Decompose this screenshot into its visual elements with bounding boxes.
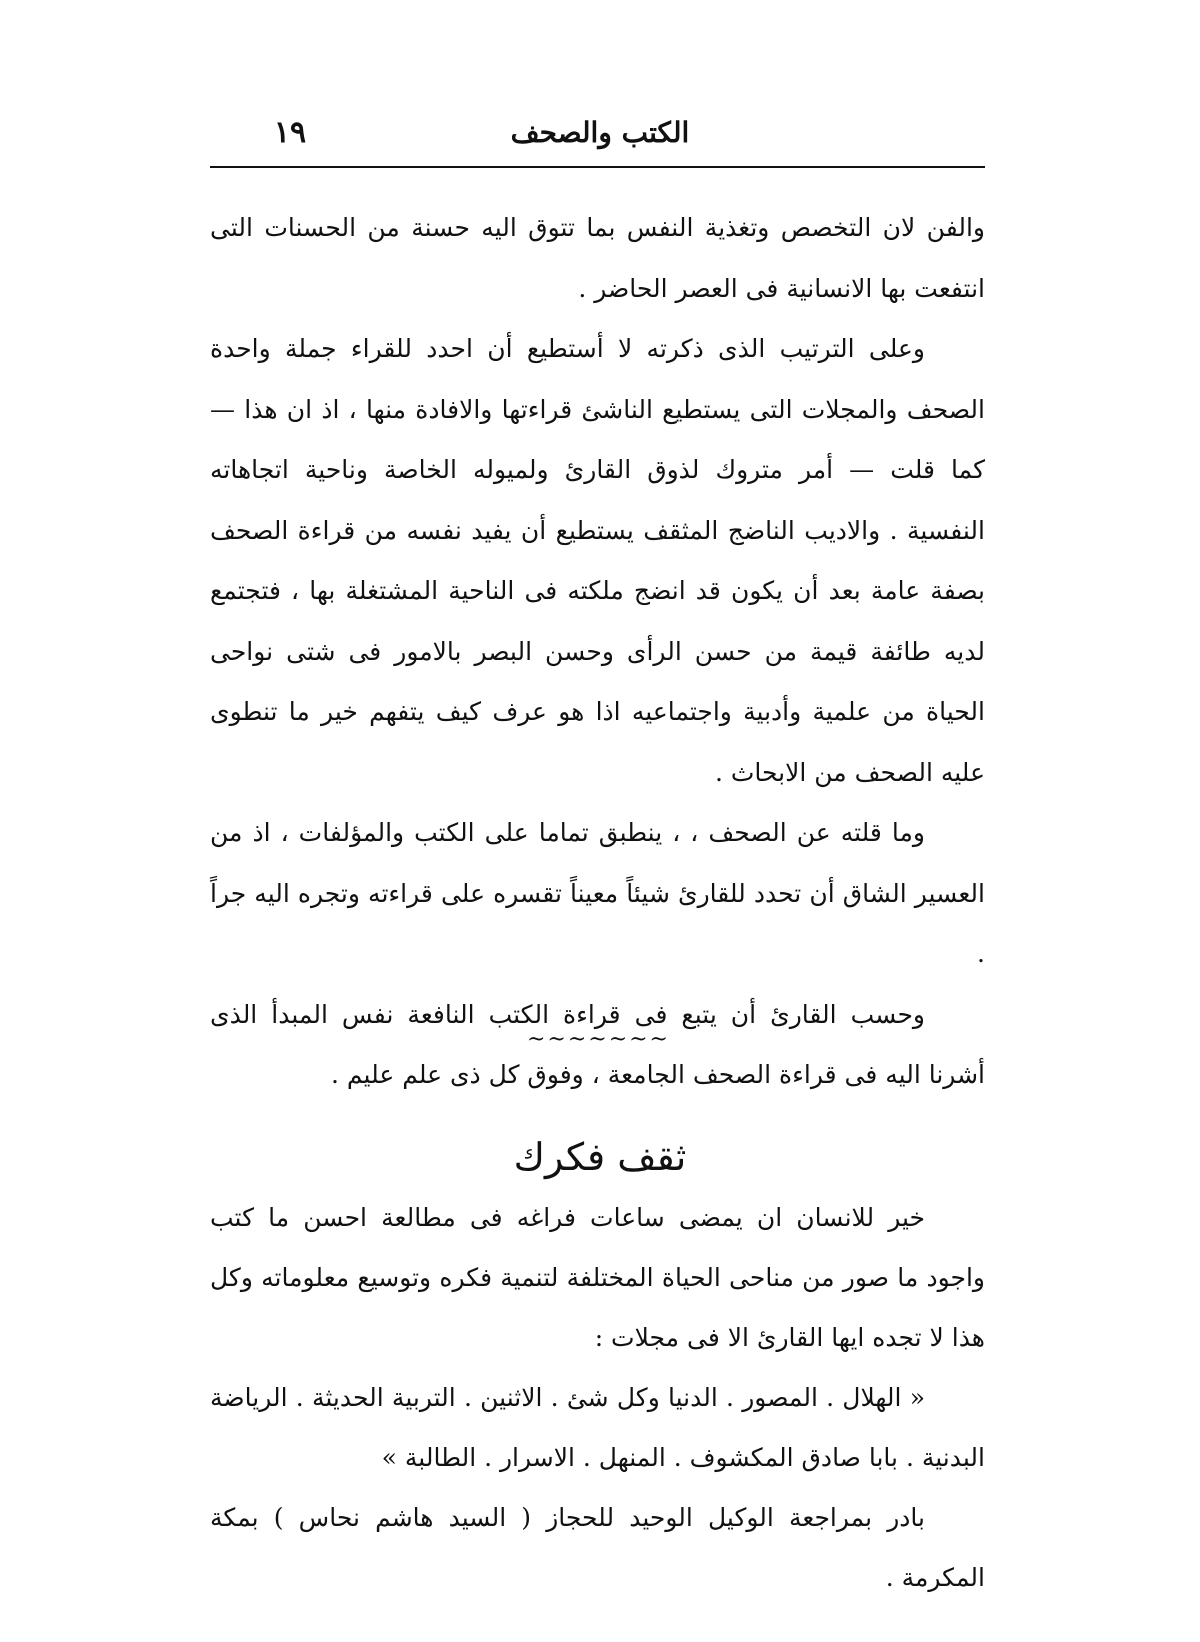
- paragraph: والفن لان التخصص وتغذية النفس بما تتوق اليه حسنة من الحسنات التى انتفعت بها الانسانية فى العصر الحاضر .: [210, 213, 985, 303]
- paragraph: وما قلته عن الصحف ، ، ينطبق تماما على الكتب والمؤلفات ، اذ من العسير الشاق أن تحدد للقارئ شيئاً معيناً تقسره على قراءته وتجره اليه جراً .: [210, 818, 985, 968]
- page-number: ١٩: [273, 115, 307, 150]
- header-divider: [210, 166, 985, 168]
- paragraph: وعلى الترتيب الذى ذكرته لا أستطيع أن احدد للقراء جملة واحدة الصحف والمجلات التى يستطيع الناشئ قراءتها والافادة منها ، اذ ان هذا — كما قلت — أمر متروك لذوق القارئ ولميوله الخاصة وناحية اتجاهاته النفسية . والاديب الناضج المثقف يستطيع أن يفيد نفسه من قراءة الصحف بصفة عامة بعد أن يكون قد انضج ملكته فى الناحية المشتغلة بها ، فتجتمع لديه طائفة قيمة من حسن الرأى وحسن البصر بالامور فى شتى نواحى الحياة من علمية وأدبية واجتماعيه اذا هو عرف كيف يتفهم خير ما تنطوى عليه الصحف من الابحاث .: [210, 334, 985, 787]
- paragraph: خير للانسان ان يمضى ساعات فراغه فى مطالعة احسن ما كتب واجود ما صور من مناحى الحياة المختلفة لتنمية فكره وتوسيع معلوماته وكل هذا لا تجده ايها القارئ الا فى مجلات :: [210, 1203, 985, 1352]
- paragraph: وحسب القارئ أن يتبع فى قراءة الكتب النافعة نفس المبدأ الذى أشرنا اليه فى قراءة الصحف الجامعة ، وفوق كل ذى علم عليم .: [210, 999, 985, 1089]
- running-head: [250, 108, 970, 158]
- magazine-list: « الهلال . المصور . الدنيا وكل شئ . الاثنين . التربية الحديثة . الرياضة البدنية . بابا صادق المكشوف . المنهل . الاسرار . الطالبة »: [210, 1383, 985, 1472]
- body-text: [210, 198, 985, 1106]
- section-text: [210, 1188, 985, 1608]
- section-title: ثقف فكرك: [513, 1134, 687, 1179]
- paragraph: بادر بمراجعة الوكيل الوحيد للحجاز ( السيد هاشم نحاس ) بمكة المكرمة .: [210, 1503, 985, 1592]
- running-title: الكتب والصحف: [510, 116, 690, 149]
- section-ornament: ~~~~~~~: [526, 1027, 670, 1052]
